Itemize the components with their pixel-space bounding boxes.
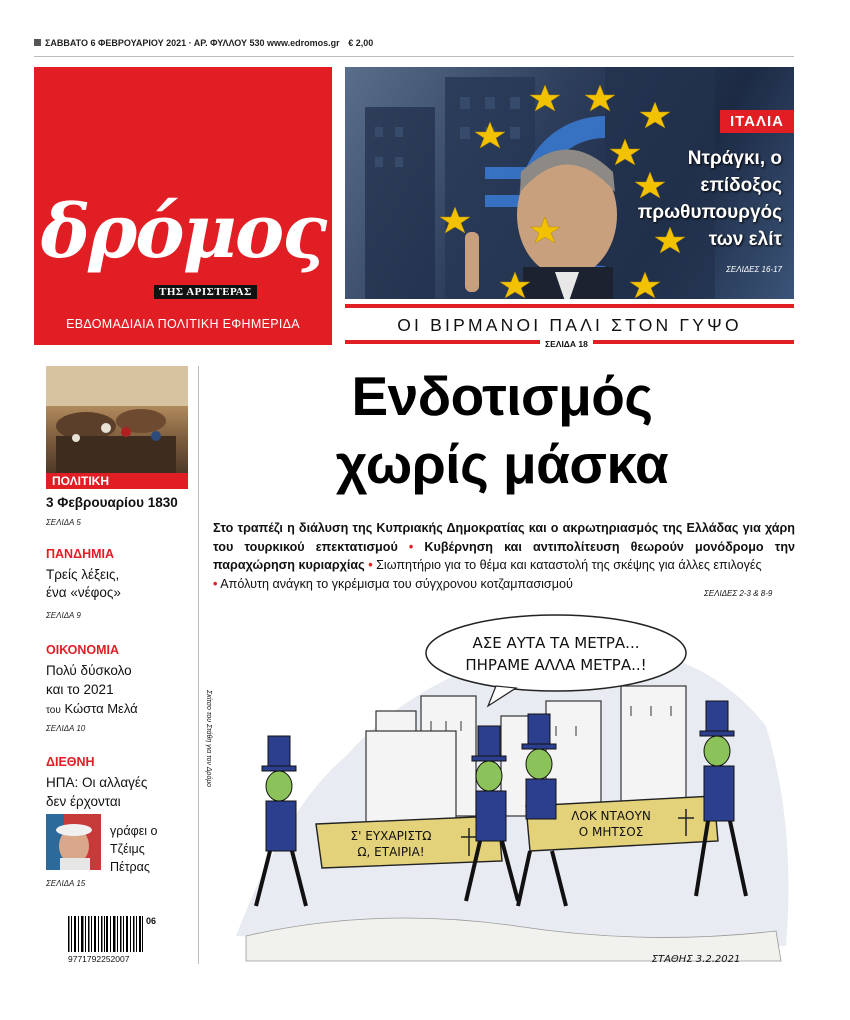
sidebar-category-economy: ΟΙΚΟΝΟΜΙΑ bbox=[46, 643, 120, 657]
cartoon-credit: Σκίτσο του Στάθη για τον Δρόμο bbox=[205, 690, 212, 788]
right-coffin-text-1: ΛΟΚ ΝΤΑΟΥΝ bbox=[571, 809, 651, 823]
sidebar-item-pandemic-title-1[interactable]: Τρείς λέξεις, bbox=[46, 567, 120, 582]
battle-painting-image bbox=[46, 366, 188, 473]
logo-subtitle: ΤΗΣ ΑΡΙΣΤΕΡΑΣ bbox=[154, 285, 257, 299]
subhead-part-4: Απόλυτη ανάγκη το γκρέμισμα του σύγχρονου κοτζαμπασισμού bbox=[220, 576, 573, 591]
painting-thumbnail[interactable] bbox=[46, 366, 188, 473]
newspaper-logo: δρόμος bbox=[40, 189, 326, 275]
red-bullet-icon: • bbox=[368, 558, 373, 572]
columnist-first-name: Τζέιμς bbox=[110, 842, 145, 856]
sidebar-item-economy-title-2[interactable]: και το 2021 bbox=[46, 682, 114, 697]
sidebar-item-politics-title[interactable]: 3 Φεβρουαρίου 1830 bbox=[46, 495, 178, 510]
red-bullet-icon: • bbox=[213, 576, 218, 591]
speech-text-1: ΑΣΕ ΑΥΤΑ ΤΑ ΜΕΤΡΑ... bbox=[472, 634, 640, 652]
issue-info-line bbox=[34, 38, 373, 48]
hero-headline[interactable]: Ντράγκι, ο επίδοξος πρωθυπουργός των ελίτ bbox=[637, 148, 782, 250]
subhead-part-2: Κυβέρνηση και αντιπολίτευση θεωρούν μονόδρομο την παραχώρηση κυριαρχίας bbox=[213, 539, 796, 572]
secondary-rule-top bbox=[345, 304, 794, 308]
sidebar-item-international-title-1[interactable]: ΗΠΑ: Οι αλλαγές bbox=[46, 775, 148, 790]
right-coffin-text-2: Ο ΜΗΤΣΟΣ bbox=[578, 825, 644, 839]
sidebar-item-pandemic-page: ΣΕΛΙΔΑ 9 bbox=[46, 611, 81, 620]
left-coffin-text-2: Ω, ΕΤΑΙΡΙΑ! bbox=[357, 845, 425, 859]
main-headline-line-1: Ενδοτισμός bbox=[351, 365, 653, 427]
sidebar-category-international: ΔΙΕΘΝΗ bbox=[46, 755, 95, 769]
hero-category-label: ΙΤΑΛΙΑ bbox=[720, 110, 794, 133]
main-pages: ΣΕΛΙΔΕΣ 2-3 & 8-9 bbox=[704, 589, 773, 598]
sidebar-item-economy-page: ΣΕΛΙΔΑ 10 bbox=[46, 724, 86, 733]
main-headline-line-2: χωρίς μάσκα bbox=[335, 433, 669, 495]
columnist-last-name: Πέτρας bbox=[110, 860, 150, 874]
columnist-portrait-image bbox=[46, 814, 101, 870]
byline-author: Κώστα Μελά bbox=[64, 701, 138, 716]
speech-bubble bbox=[426, 615, 686, 691]
price: € 2,00 bbox=[348, 38, 374, 48]
sidebar-divider bbox=[198, 366, 199, 964]
main-subhead bbox=[213, 519, 795, 593]
sidebar-category-pandemic: ΠΑΝΔΗΜΙΑ bbox=[46, 547, 115, 561]
subhead-part-1: Στο τραπέζι η διάλυση της Κυπριακής Δημοκρατίας και ο ακρωτηριασμός της Ελλάδας για χάρη του τουρκικού επεκτατισμού bbox=[213, 521, 795, 554]
sidebar-item-international-page: ΣΕΛΙΔΑ 15 bbox=[46, 879, 86, 888]
secondary-page: ΣΕΛΙΔΑ 18 bbox=[540, 339, 593, 349]
top-divider bbox=[34, 56, 794, 57]
cartoon-illustration bbox=[226, 606, 798, 972]
cartoon-signature: ΣΤΑΘΗΣ 3.2.2021 bbox=[651, 954, 741, 965]
square-bullet-icon bbox=[34, 39, 41, 46]
masthead bbox=[34, 67, 332, 345]
left-coffin-text-1: Σ' ΕΥΧΑΡΙΣΤΩ bbox=[350, 829, 432, 843]
barcode bbox=[68, 916, 143, 952]
speech-text-2: ΠΗΡΑΜΕ ΑΛΛΑ ΜΕΤΡΑ..! bbox=[465, 656, 647, 674]
sidebar-category-politics: ΠΟΛΙΤΙΚΗ bbox=[46, 473, 188, 489]
sidebar-item-pandemic-title-2[interactable]: ένα «νέφος» bbox=[46, 585, 121, 600]
sidebar-item-economy-title-1[interactable]: Πολύ δύσκολο bbox=[46, 663, 132, 678]
secondary-headline[interactable]: ΟΙ ΒΙΡΜΑΝΟΙ ΠΑΛΙ ΣΤΟΝ ΓΥΨΟ bbox=[397, 315, 742, 335]
issue-line: ΣΑΒΒΑΤΟ 6 ΦΕΒΡΟΥΑΡΙΟΥ 2021 · ΑΡ. ΦΥΛΛΟΥ 530 bbox=[45, 38, 265, 48]
masthead-tagline: ΕΒΔΟΜΑΔΙΑΙΑ ΠΟΛΙΤΙΚΗ ΕΦΗΜΕΡΙΔΑ bbox=[66, 317, 300, 331]
subhead-part-3: Σιωπητήριο για το θέμα και καταστολή της σκέψης για άλλες επιλογές bbox=[376, 558, 762, 572]
columnist-prefix: γράφει ο bbox=[110, 824, 158, 838]
columnist-byline bbox=[110, 822, 157, 876]
barcode-issue-number: 06 bbox=[146, 916, 157, 926]
red-bullet-icon: • bbox=[408, 539, 414, 554]
website: www.edromos.gr bbox=[267, 38, 340, 48]
byline-prefix: του bbox=[46, 705, 61, 716]
sidebar-item-politics-page: ΣΕΛΙΔΑ 5 bbox=[46, 518, 81, 527]
hero-pages: ΣΕΛΙΔΕΣ 16-17 bbox=[726, 265, 782, 274]
main-headline[interactable] bbox=[210, 362, 794, 498]
barcode-number: 9771792252007 bbox=[68, 954, 130, 964]
sidebar-item-economy-byline bbox=[46, 701, 138, 716]
hero-story[interactable] bbox=[345, 67, 794, 299]
columnist-avatar bbox=[46, 814, 101, 870]
sidebar-item-international-title-2[interactable]: δεν έρχονται bbox=[46, 794, 121, 809]
